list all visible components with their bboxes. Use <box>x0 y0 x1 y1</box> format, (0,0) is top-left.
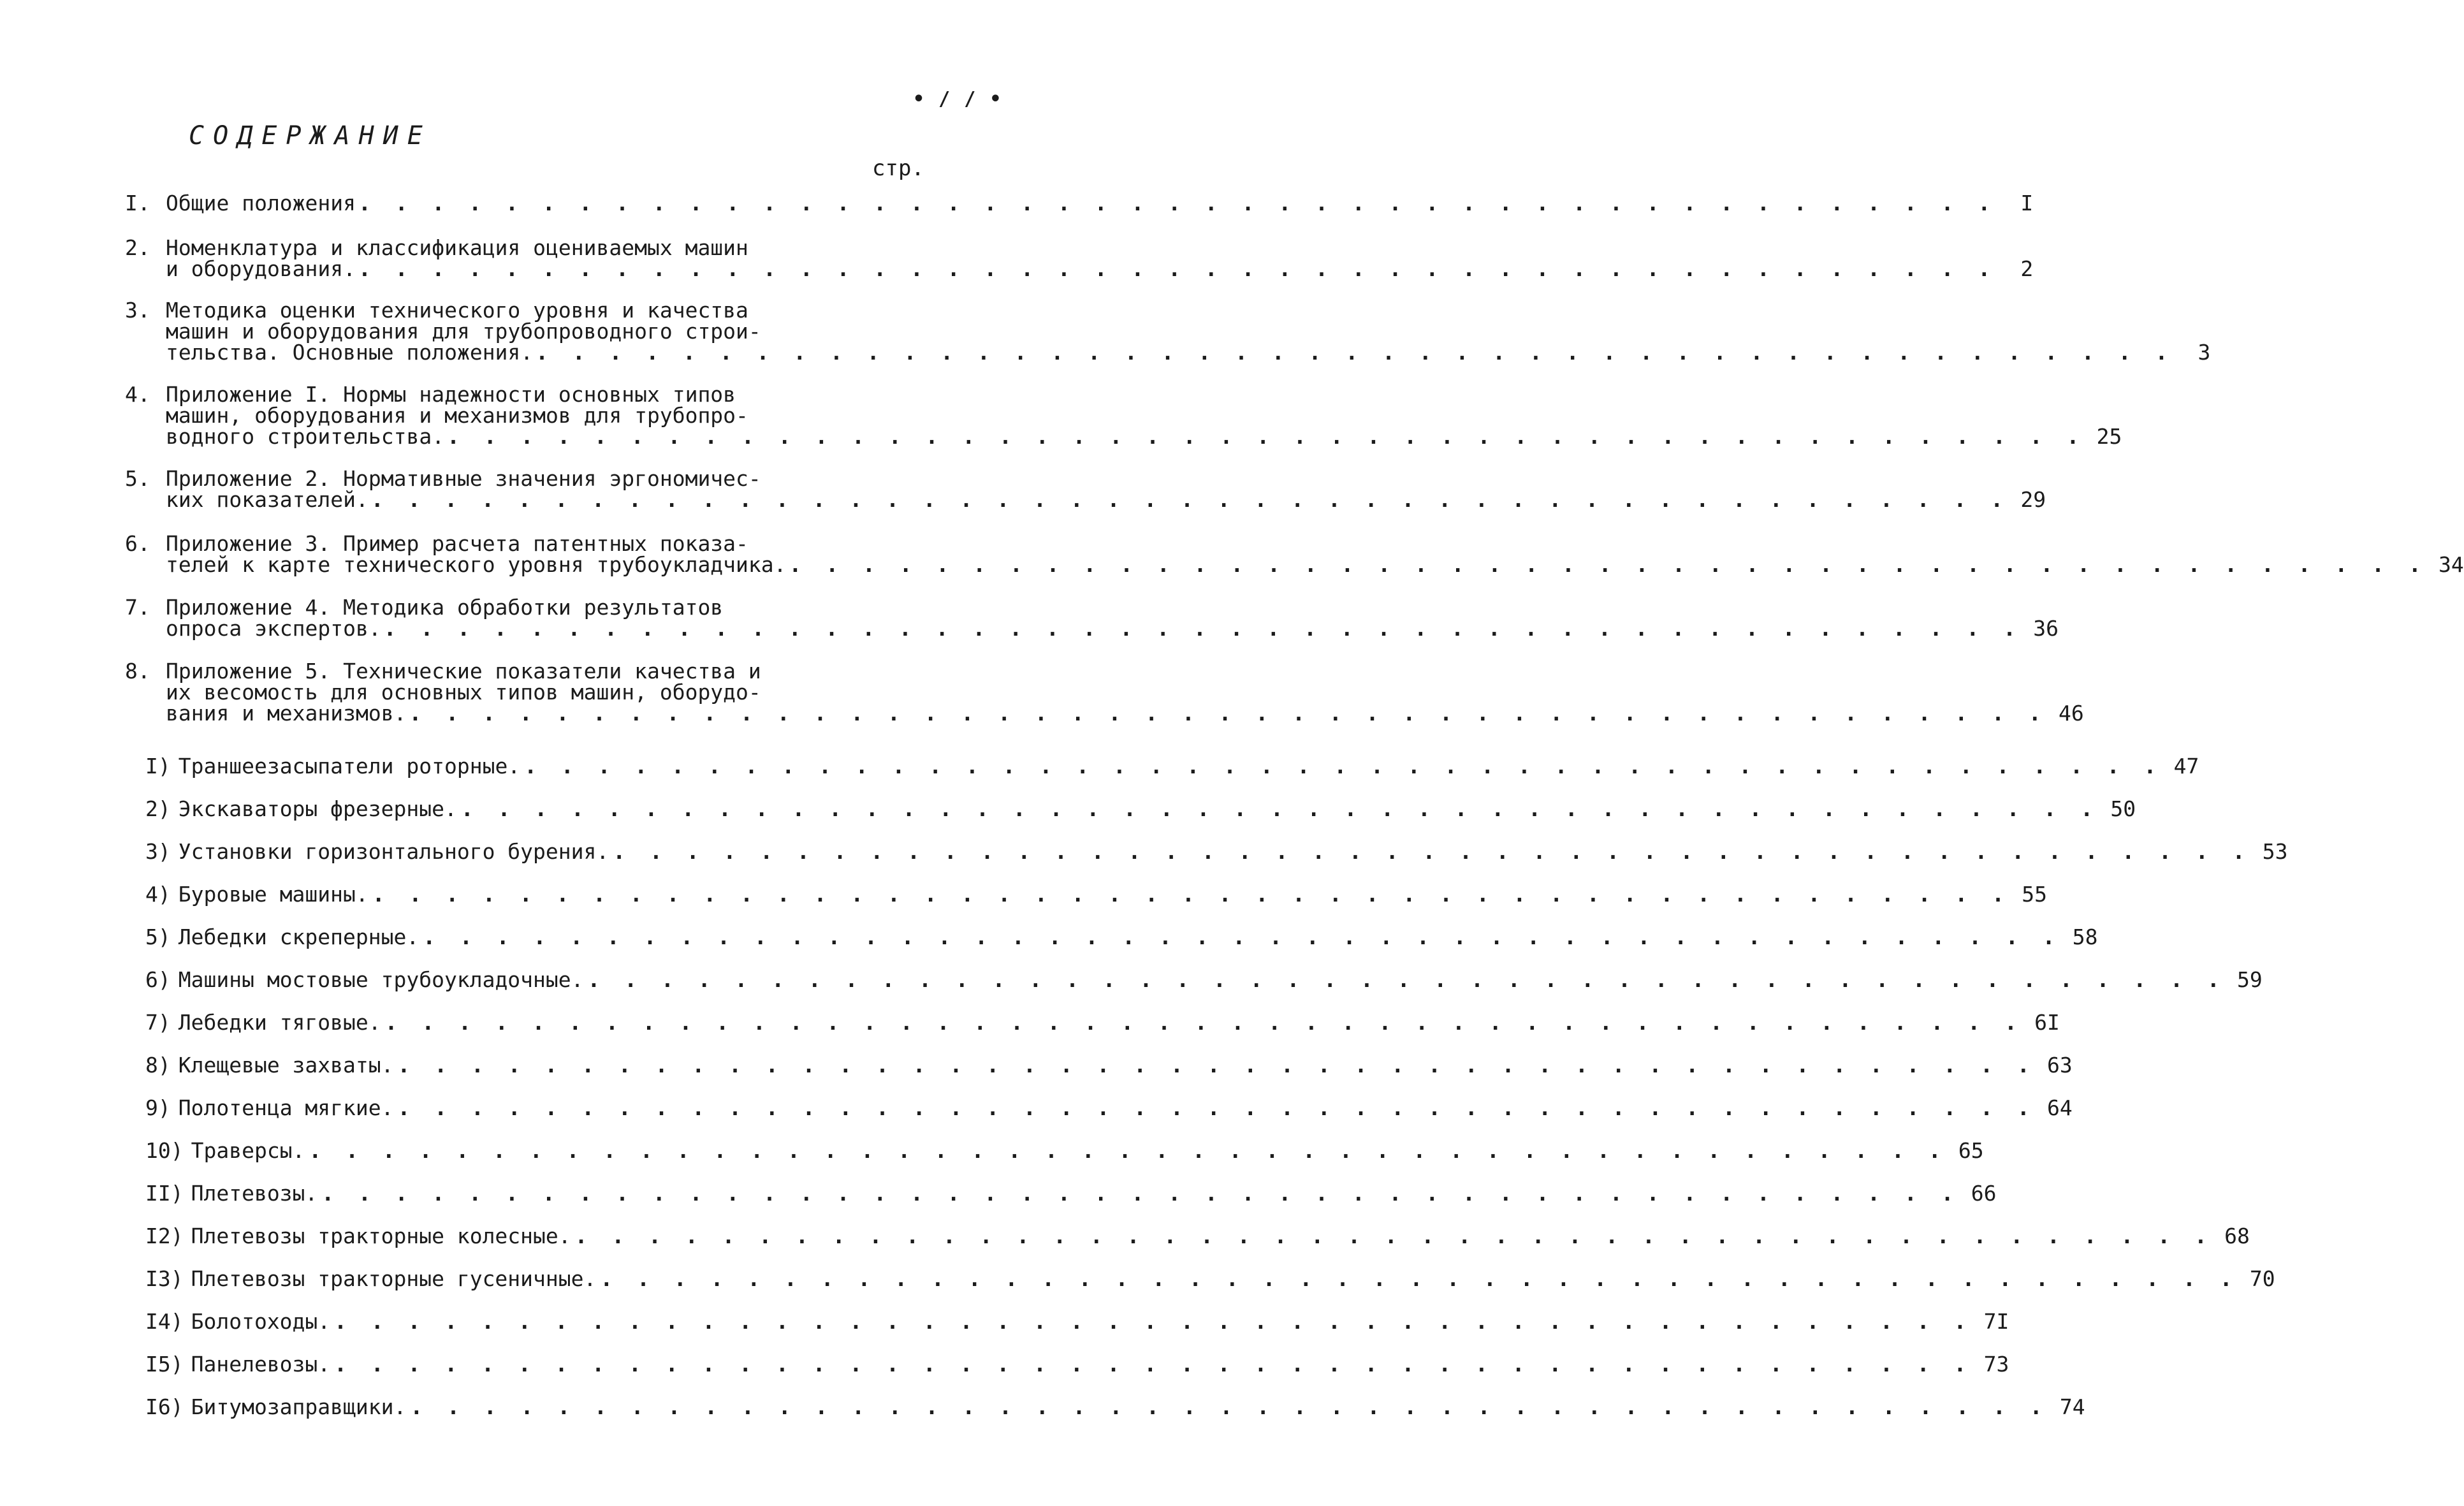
page-number: 70 <box>2249 1266 2275 1291</box>
page-number: 36 <box>2033 616 2059 641</box>
dot-leader: . . . . . . . . . . . . . . . . . . . . . . . . . . . . . . . . . . . . . . . . . . . . . <box>383 616 2022 641</box>
subsection-title: Битумозаправщики. <box>191 1394 407 1419</box>
subsection-number: 3) <box>145 839 171 864</box>
subsection-number: 2) <box>145 796 171 821</box>
page-number: 46 <box>2058 701 2084 726</box>
dot-leader: . . . . . . . . . . . . . . . . . . . . . . . . . . . . . . . . . . . . . . . . . . . . . <box>409 701 2047 726</box>
page-title: СОДЕРЖАНИЕ <box>189 121 432 150</box>
subsection-number: 5) <box>145 925 171 949</box>
dot-leader: . . . . . . . . . . . . . . . . . . . . . . . . . . . . . . . . . . . . . . . . . . . . . <box>358 256 1997 281</box>
page-number: 68 <box>2224 1224 2250 1248</box>
page-column-label: стр. <box>872 156 924 181</box>
subsection-title: Траверсы. <box>191 1138 305 1163</box>
entry-line: Методика оценки технического уровня и качества <box>166 298 748 323</box>
entry-line: Приложение I. Нормы надежности основных типов <box>166 382 736 407</box>
entry-line: вания и механизмов. <box>166 701 407 726</box>
entry-last-line <box>166 424 2122 449</box>
page-number: 53 <box>2262 839 2288 864</box>
dot-leader: . . . . . . . . . . . . . . . . . . . . . . . . . . . . . . . . . . . . . . . . . . . . . <box>574 1224 2213 1248</box>
subsection-item <box>145 796 2136 822</box>
entry-line: и оборудования. <box>166 256 356 281</box>
entry-text <box>166 235 2034 281</box>
entry-line: телей к карте технического уровня трубоукладчика. <box>166 552 787 577</box>
subsection-number: I3) <box>145 1266 184 1291</box>
entry-text <box>166 531 2464 577</box>
page-number: 34 <box>2438 552 2464 577</box>
page-number: 25 <box>2096 424 2122 449</box>
page-number: 6I <box>2034 1010 2060 1035</box>
corner-mark: • / / • <box>913 88 1003 110</box>
entry-text <box>166 466 2046 512</box>
page-number: 66 <box>1971 1181 1997 1206</box>
subsection-item <box>145 1053 2073 1078</box>
subsection-item <box>145 839 2288 865</box>
entry-number: 6. <box>125 531 150 556</box>
dot-leader: . . . . . . . . . . . . . . . . . . . . . . . . . . . . . . . . . . . . . . . . . . . . . <box>600 1266 2238 1291</box>
dot-leader: . . . . . . . . . . . . . . . . . . . . . . . . . . . . . . . . . . . . . . . . . . . . . <box>423 925 2061 949</box>
dot-leader: . . . . . . . . . . . . . . . . . . . . . . . . . . . . . . . . . . . . . . . . . . . . . <box>309 1138 1947 1163</box>
subsection-title: Клещевые захваты. <box>178 1053 394 1078</box>
entry-text <box>166 382 2122 449</box>
subsection-title: Машины мостовые трубоукладочные. <box>178 967 584 992</box>
subsection-title: Установки горизонтального бурения. <box>178 839 609 864</box>
subsection-item <box>145 1224 2250 1249</box>
subsection-title: Плетевозы тракторные колесные. <box>191 1224 571 1248</box>
subsection-item <box>145 967 2263 993</box>
page-number: 29 <box>2020 487 2046 512</box>
subsection-number: 8) <box>145 1053 171 1078</box>
page-number: I <box>2020 191 2034 216</box>
entry-line: машин, оборудования и механизмов для трубопро- <box>166 403 748 428</box>
dot-leader: . . . . . . . . . . . . . . . . . . . . . . . . . . . . . . . . . . . . . . . . . . . . . <box>397 1095 2036 1120</box>
page-number: 2 <box>2020 256 2034 281</box>
dot-leader: . . . . . . . . . . . . . . . . . . . . . . . . . . . . . . . . . . . . . . . . . . . . . <box>460 796 2099 821</box>
subsection-number: I5) <box>145 1352 184 1377</box>
subsection-number: II) <box>145 1181 184 1206</box>
entry-text <box>166 595 2059 641</box>
entry-text <box>166 298 2211 365</box>
page-number: 73 <box>1983 1352 2009 1377</box>
entry-text <box>166 659 2084 726</box>
dot-leader: . . . . . . . . . . . . . . . . . . . . . . . . . . . . . . . . . . . . . . . . . . . . . <box>384 1010 2023 1035</box>
dot-leader: . . . . . . . . . . . . . . . . . . . . . . . . . . . . . . . . . . . . . . . . . . . . . <box>536 340 2174 365</box>
dot-leader: . . . . . . . . . . . . . . . . . . . . . . . . . . . . . . . . . . . . . . . . . . . . . <box>410 1394 2048 1419</box>
page-number: 58 <box>2072 925 2098 949</box>
subsection-title: Буровые машины. <box>178 882 368 907</box>
subsection-number: 9) <box>145 1095 171 1120</box>
entry-line: Приложение 5. Технические показатели качества и <box>166 659 761 684</box>
entry-number: I. <box>125 191 150 216</box>
subsection-item <box>145 1266 2275 1292</box>
entry-line: Приложение 2. Нормативные значения эргономичес- <box>166 466 761 491</box>
dot-leader: . . . . . . . . . . . . . . . . . . . . . . . . . . . . . . . . . . . . . . . . . . . . . <box>613 839 2251 864</box>
entry-line: водного строительства. <box>166 424 445 449</box>
dot-leader: . . . . . . . . . . . . . . . . . . . . . . . . . . . . . . . . . . . . . . . . . . . . . <box>334 1352 1972 1377</box>
subsection-number: 7) <box>145 1010 171 1035</box>
subsection-number: I6) <box>145 1394 184 1419</box>
subsection-title: Плетевозы. <box>191 1181 318 1206</box>
entry-line: Номенклатура и классификация оцениваемых машин <box>166 235 748 260</box>
entry-line: их весомость для основных типов машин, оборудо- <box>166 680 761 705</box>
page-number: 47 <box>2173 754 2199 779</box>
dot-leader: . . . . . . . . . . . . . . . . . . . . . . . . . . . . . . . . . . . . . . . . . . . . . <box>789 552 2427 577</box>
entry-last-line <box>166 191 2034 216</box>
entry-last-line <box>166 616 2059 641</box>
subsection-title: Полотенца мягкие. <box>178 1095 394 1120</box>
page-number: 64 <box>2047 1095 2073 1120</box>
dot-leader: . . . . . . . . . . . . . . . . . . . . . . . . . . . . . . . . . . . . . . . . . . . . . <box>524 754 2162 779</box>
subsection-item <box>145 1309 2009 1334</box>
entry-last-line <box>166 701 2084 726</box>
entry-number: 2. <box>125 235 150 260</box>
entry-last-line <box>166 256 2034 281</box>
subsection-number: 6) <box>145 967 171 992</box>
entry-line: Приложение 3. Пример расчета патентных показа- <box>166 531 748 556</box>
page-number: 74 <box>2059 1394 2085 1419</box>
entry-line: ких показателей. <box>166 487 368 512</box>
page-number: 59 <box>2237 967 2263 992</box>
subsection-title: Лебедки тяговые. <box>178 1010 381 1035</box>
subsection-item <box>145 1352 2009 1377</box>
page-number: 65 <box>1958 1138 1984 1163</box>
dot-leader: . . . . . . . . . . . . . . . . . . . . . . . . . . . . . . . . . . . . . . . . . . . . . <box>397 1053 2036 1078</box>
page-number: 63 <box>2047 1053 2073 1078</box>
subsection-number: I4) <box>145 1309 184 1334</box>
dot-leader: . . . . . . . . . . . . . . . . . . . . . . . . . . . . . . . . . . . . . . . . . . . . . <box>447 424 2085 449</box>
page-number: 55 <box>2022 882 2047 907</box>
subsection-title: Траншеезасыпатели роторные. <box>178 754 521 779</box>
entry-line: Приложение 4. Методика обработки результатов <box>166 595 724 620</box>
entry-number: 3. <box>125 298 150 323</box>
entry-line: тельства. Основные положения. <box>166 340 534 365</box>
subsection-item <box>145 1138 1984 1164</box>
subsection-title: Панелевозы. <box>191 1352 331 1377</box>
dot-leader: . . . . . . . . . . . . . . . . . . . . . . . . . . . . . . . . . . . . . . . . . . . . . <box>587 967 2226 992</box>
entry-number: 4. <box>125 382 150 407</box>
entry-number: 7. <box>125 595 150 620</box>
entry-line: Общие положения <box>166 191 356 216</box>
entry-line: машин и оборудования для трубопроводного строи- <box>166 319 761 344</box>
subsection-item <box>145 1181 1997 1206</box>
entry-text <box>166 191 2034 216</box>
subsection-number: 10) <box>145 1138 184 1163</box>
entry-number: 5. <box>125 466 150 491</box>
entry-last-line <box>166 340 2211 365</box>
subsection-item <box>145 1095 2073 1121</box>
subsection-item <box>145 1394 2085 1420</box>
entry-last-line <box>166 552 2464 577</box>
subsection-number: 4) <box>145 882 171 907</box>
subsection-title: Экскаваторы фрезерные. <box>178 796 457 821</box>
dot-leader: . . . . . . . . . . . . . . . . . . . . . . . . . . . . . . . . . . . . . . . . . . . . . <box>334 1309 1972 1334</box>
subsection-item <box>145 1010 2060 1035</box>
subsection-item <box>145 882 2047 907</box>
dot-leader: . . . . . . . . . . . . . . . . . . . . . . . . . . . . . . . . . . . . . . . . . . . . . <box>321 1181 1960 1206</box>
page-number: 50 <box>2110 796 2136 821</box>
subsection-item <box>145 754 2199 779</box>
dot-leader: . . . . . . . . . . . . . . . . . . . . . . . . . . . . . . . . . . . . . . . . . . . . . <box>372 882 2010 907</box>
entry-number: 8. <box>125 659 150 684</box>
subsection-number: I2) <box>145 1224 184 1248</box>
dot-leader: . . . . . . . . . . . . . . . . . . . . . . . . . . . . . . . . . . . . . . . . . . . . . <box>358 191 1997 216</box>
subsection-title: Лебедки скреперные. <box>178 925 419 949</box>
subsection-item <box>145 925 2098 950</box>
subsection-number: I) <box>145 754 171 779</box>
entry-last-line <box>166 487 2046 512</box>
page-number: 3 <box>2198 340 2211 365</box>
entry-line: опроса экспертов. <box>166 616 381 641</box>
subsection-title: Болотоходы. <box>191 1309 331 1334</box>
page-number: 7I <box>1983 1309 2009 1334</box>
subsection-title: Плетевозы тракторные гусеничные. <box>191 1266 597 1291</box>
dot-leader: . . . . . . . . . . . . . . . . . . . . . . . . . . . . . . . . . . . . . . . . . . . . . <box>370 487 2009 512</box>
